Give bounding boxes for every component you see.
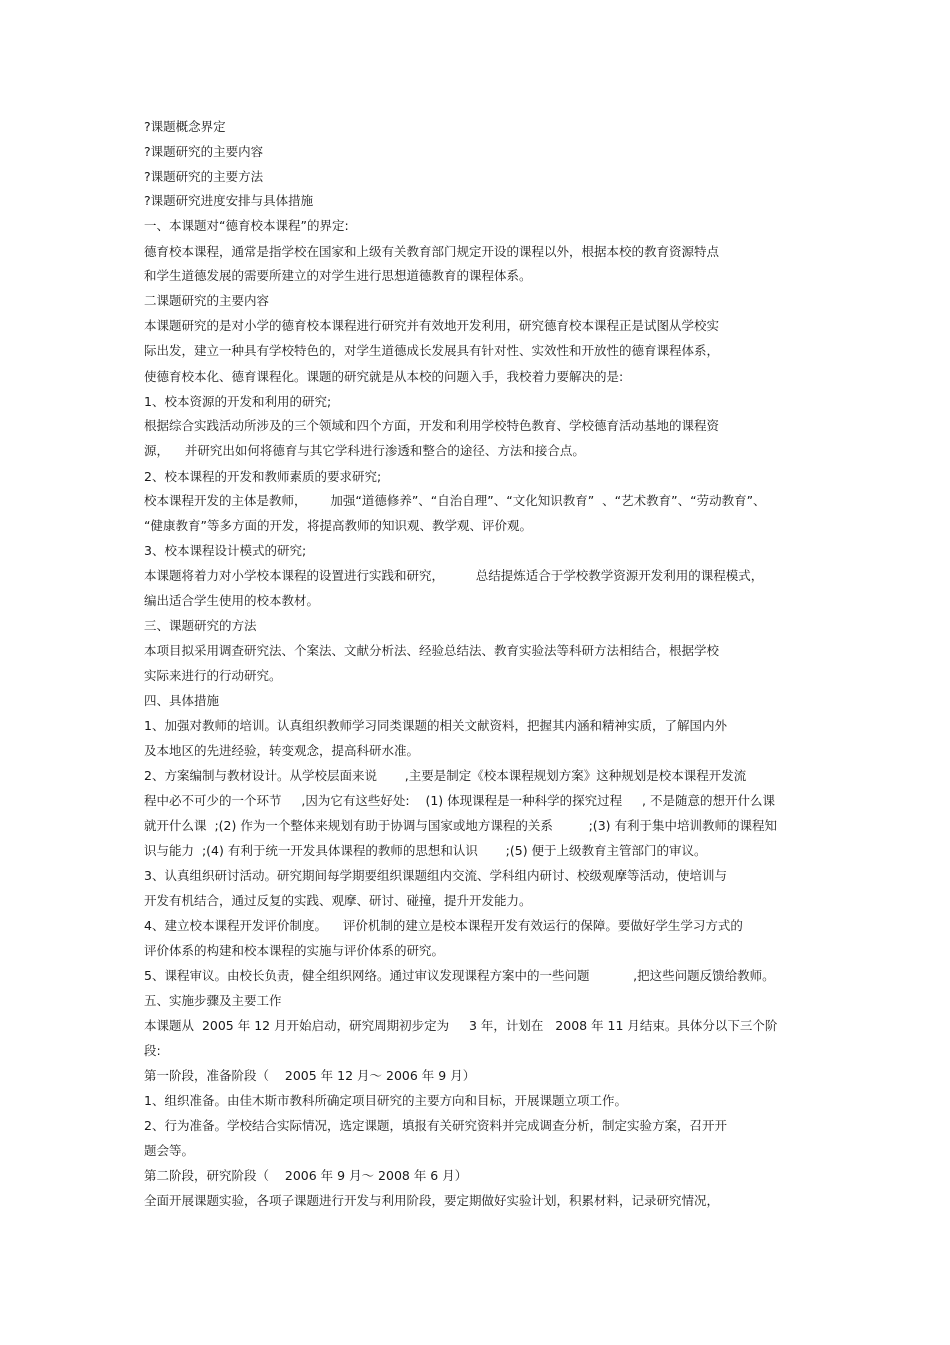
text-line: 使德育校本化、德育课程化。课题的研究就是从本校的问题入手，我校着力要解决的是: (144, 369, 624, 384)
text-line: 1、加强对教师的培训。认真组织教师学习同类课题的相关文献资料，把握其内涵和精神实质，了解国内外 (144, 718, 727, 733)
text-line: 程中必不可少的一个环节 ,因为它有这些好处: (1) 体现课程是一种科学的探究过程 , 不是随意的想开什么课 (144, 793, 775, 808)
text-line: 五、实施步骤及主要工作 (144, 993, 282, 1008)
text-line: 评价体系的构建和校本课程的实施与评价体系的研究。 (144, 943, 445, 958)
text-line: 实际来进行的行动研究。 (144, 668, 282, 683)
text-line: 题会等。 (144, 1143, 195, 1158)
text-line: 三、课题研究的方法 (144, 618, 257, 633)
text-line: 2、校本课程的开发和教师素质的要求研究; (144, 469, 382, 484)
text-line: 全面开展课题实验，各项子课题进行开发与利用阶段，要定期做好实验计划，积累材料，记录研究情况， (144, 1193, 720, 1208)
text-line: 2、行为准备。学校结合实际情况，选定课题，填报有关研究资料并完成调查分析，制定实验方案，召开开 (144, 1118, 727, 1133)
text-line: 根据综合实践活动所涉及的三个领域和四个方面，开发和利用学校特色教育、学校德育活动基地的课程资 (144, 418, 720, 433)
text-line: 第一阶段，准备阶段（ 2005 年 12 月～ 2006 年 9 月） (144, 1068, 476, 1083)
text-line: 4、建立校本课程开发评价制度。 评价机制的建立是校本课程开发有效运行的保障。要做好学生学习方式的 (144, 918, 743, 933)
text-line: 5、课程审议。由校长负责，健全组织网络。通过审议发现课程方案中的一些问题 ,把这些问题反馈给教师。 (144, 968, 775, 983)
text-line: 3、认真组织研讨活动。研究期间每学期要组织课题组内交流、学科组内研讨、校级观摩等活动，使培训与 (144, 868, 727, 883)
text-line: 本课题从 2005 年 12 月开始启动，研究周期初步定为 3 年，计划在 2008 年 11 月结束。具体分以下三个阶 (144, 1018, 778, 1033)
text-line: 1、校本资源的开发和利用的研究; (144, 394, 332, 409)
text-line: 德育校本课程，通常是指学校在国家和上级有关教育部门规定开设的课程以外，根据本校的教育资源特点 (144, 244, 720, 259)
text-line: 本课题研究的是对小学的德育校本课程进行研究并有效地开发利用，研究德育校本课程正是试图从学校实 (144, 318, 720, 333)
text-line: 开发有机结合，通过反复的实践、观摩、研讨、碰撞，提升开发能力。 (144, 893, 532, 908)
text-line: ?课题研究进度安排与具体措施 (144, 193, 314, 208)
text-line: ?课题研究的主要内容 (144, 144, 264, 159)
text-line: 识与能力 ;(4) 有利于统一开发具体课程的教师的思想和认识 ;(5) 便于上级教育主管部门的审议。 (144, 843, 707, 858)
text-line: 四、具体措施 (144, 693, 220, 708)
text-line: 就开什么课 ;(2) 作为一个整体来规划有助于协调与国家或地方课程的关系 ;(3) 有利于集中培训教师的课程知 (144, 818, 777, 833)
text-line: ?课题研究的主要方法 (144, 169, 264, 184)
text-line: 二课题研究的主要内容 (144, 293, 270, 308)
text-line: 源， 并研究出如何将德育与其它学科进行渗透和整合的途径、方法和接合点。 (144, 443, 585, 458)
text-line: 校本课程开发的主体是教师， 加强“道德修养”、“自治自理”、“文化知识教育” 、“艺术教育”、“劳动教育”、 (144, 493, 766, 508)
text-line: 本项目拟采用调查研究法、个案法、文献分析法、经验总结法、教育实验法等科研方法相结合，根据学校 (144, 643, 720, 658)
text-line: 1、组织准备。由佳木斯市教科所确定项目研究的主要方向和目标，开展课题立项工作。 (144, 1093, 627, 1108)
text-line: 编出适合学生使用的校本教材。 (144, 593, 320, 608)
text-line: 及本地区的先进经验，转变观念，提高科研水准。 (144, 743, 420, 758)
text-line: 际出发，建立一种具有学校特色的，对学生道德成长发展具有针对性、实效性和开放性的德育课程体系， (144, 343, 720, 358)
text-line: 第二阶段，研究阶段（ 2006 年 9 月～ 2008 年 6 月） (144, 1168, 468, 1183)
text-line: 和学生道德发展的需要所建立的对学生进行思想道德教育的课程体系。 (144, 268, 532, 283)
text-line: 一、本课题对“德育校本课程”的界定: (144, 218, 349, 233)
text-line: 本课题将着力对小学校本课程的设置进行实践和研究， 总结提炼适合于学校教学资源开发利用的课程模式， (144, 568, 764, 583)
text-line: 2、方案编制与教材设计。从学校层面来说 ,主要是制定《校本课程规划方案》这种规划是校本课程开发流 (144, 768, 747, 783)
text-line: ?课题概念界定 (144, 119, 226, 134)
text-line: 段: (144, 1043, 161, 1058)
text-line: 3、校本课程设计模式的研究; (144, 543, 307, 558)
text-line: “健康教育”等多方面的开发，将提高教师的知识观、教学观、评价观。 (144, 518, 532, 533)
